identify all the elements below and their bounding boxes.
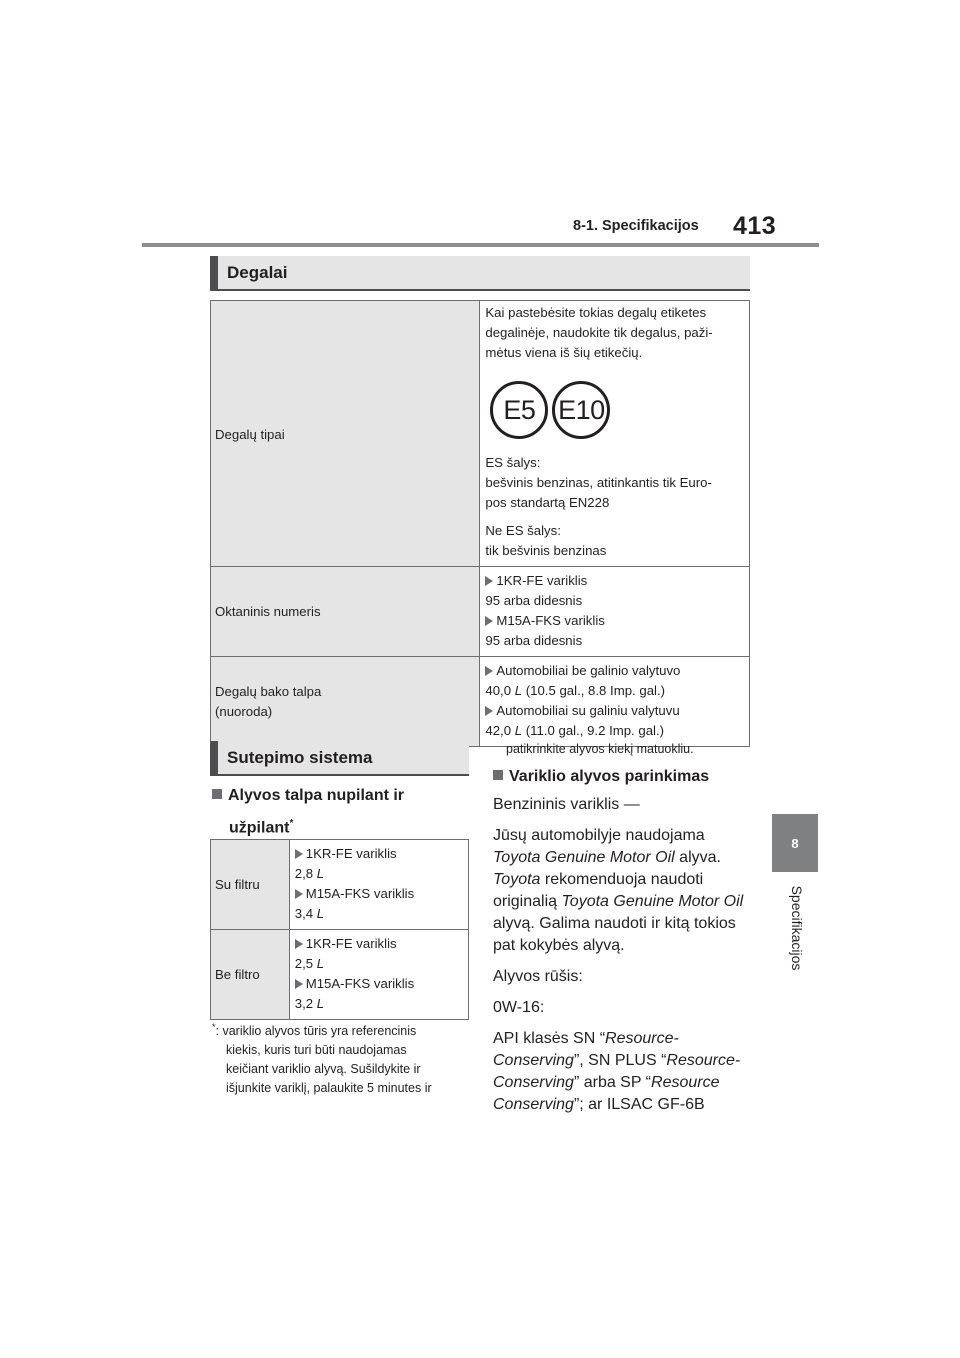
oil-capacity-table bbox=[210, 839, 469, 1020]
tank-capacity-cell: Automobiliai be galinio valytuvo 40,0 L (10.5 gal., 8.8 Imp. gal.) Automobiliai su galiniu valytuvu 42,0 L (11.0 gal., 9.2 Imp. gal.) bbox=[480, 657, 750, 747]
fuel-label-badges bbox=[490, 381, 744, 439]
fuel-label-intro: Kai pastebėsite tokias degalų etiketes degalinėje, naudokite tik degalus, paži- mėtus viena iš šių etikečių. bbox=[485, 305, 713, 360]
table-row bbox=[211, 930, 469, 1020]
triangle-bullet-icon bbox=[295, 979, 303, 989]
fuel-section-title: Degalai bbox=[227, 262, 288, 282]
with-filter-label: Su filtru bbox=[211, 840, 290, 930]
without-filter-cell: 1KR-FE variklis 2,5 L M15A-FKS variklis 3,2 L bbox=[289, 930, 468, 1020]
square-bullet-icon bbox=[493, 770, 503, 780]
page-number: 413 bbox=[733, 212, 777, 240]
fuel-types-cell bbox=[480, 301, 750, 567]
fuel-section-heading bbox=[210, 256, 750, 289]
octane-cell: 1KR-FE variklis 95 arba didesnis M15A-FKS variklis 95 arba didesnis bbox=[480, 567, 750, 657]
fuel-table bbox=[210, 300, 750, 747]
oil-type-label: Alyvos rūšis: bbox=[493, 968, 583, 985]
triangle-bullet-icon bbox=[485, 616, 493, 626]
oil-capacity-footnote: *: variklio alyvos tūris yra referencinis kiekis, kuris turi būti naudojamas keičiant variklio alyvą. Sušildykite ir išjunkite variklį, palaukite 5 minutes ir bbox=[212, 1022, 432, 1096]
fuel-heading-rule bbox=[210, 289, 750, 291]
tank-capacity-label: Degalų bako talpa (nuoroda) bbox=[211, 657, 480, 747]
oil-recommendation: Jūsų automobilyje naudojama Toyota Genuine Motor Oil alyva. Toyota rekomenduoja naudoti originalią Toyota Genuine Motor Oil alyvą. Galima naudoti ir kitą tokios pat kokybės alyvą. bbox=[493, 827, 744, 954]
oil-grade: 0W-16: bbox=[493, 999, 545, 1016]
e5-badge-icon: E5 bbox=[490, 381, 548, 439]
square-bullet-icon bbox=[212, 789, 222, 799]
footnote-continuation: patikrinkite alyvos kiekį matuokliu. bbox=[506, 742, 694, 756]
eu-countries-text-2: pos standartą EN228 bbox=[485, 495, 610, 510]
section-title: 8-1. Specifikacijos bbox=[573, 218, 699, 234]
oil-selection-body bbox=[493, 794, 763, 1125]
table-row bbox=[211, 301, 750, 567]
eu-countries-text-1: bešvinis benzinas, atitinkantis tik Euro- bbox=[485, 475, 712, 490]
api-classification: API klasės SN “Resource- Conserving”, SN PLUS “Resource- Conserving” arba SP “Resource Conserving”; ar ILSAC GF-6B bbox=[493, 1030, 741, 1113]
with-filter-cell: 1KR-FE variklis 2,8 L M15A-FKS variklis 3,4 L bbox=[289, 840, 468, 930]
lubrication-section-title: Sutepimo sistema bbox=[227, 747, 373, 767]
triangle-bullet-icon bbox=[295, 889, 303, 899]
triangle-bullet-icon bbox=[295, 939, 303, 949]
triangle-bullet-icon bbox=[485, 666, 493, 676]
table-row bbox=[211, 657, 750, 747]
non-eu-countries-text: tik bešvinis benzinas bbox=[485, 543, 607, 558]
without-filter-label: Be filtro bbox=[211, 930, 290, 1020]
oil-selection-heading: Variklio alyvos parinkimas bbox=[493, 763, 709, 791]
octane-label: Oktaninis numeris bbox=[211, 567, 480, 657]
chapter-tab[interactable]: 8 bbox=[772, 814, 818, 872]
table-row bbox=[211, 567, 750, 657]
eu-countries-title: ES šalys: bbox=[485, 455, 541, 470]
header-rule bbox=[142, 243, 819, 247]
lubrication-heading-rule bbox=[210, 774, 469, 776]
oil-capacity-heading: Alyvos talpa nupilant ir užpilant* bbox=[212, 782, 404, 842]
non-eu-countries-title: Ne ES šalys: bbox=[485, 523, 561, 538]
lubrication-section-heading bbox=[210, 741, 469, 774]
e10-badge-icon: E10 bbox=[552, 381, 610, 439]
engine-type: Benzininis variklis — bbox=[493, 796, 640, 813]
triangle-bullet-icon bbox=[485, 576, 493, 586]
triangle-bullet-icon bbox=[485, 706, 493, 716]
fuel-types-label: Degalų tipai bbox=[211, 301, 480, 567]
chapter-label: Specifikacijos bbox=[789, 885, 805, 971]
triangle-bullet-icon bbox=[295, 849, 303, 859]
table-row bbox=[211, 840, 469, 930]
